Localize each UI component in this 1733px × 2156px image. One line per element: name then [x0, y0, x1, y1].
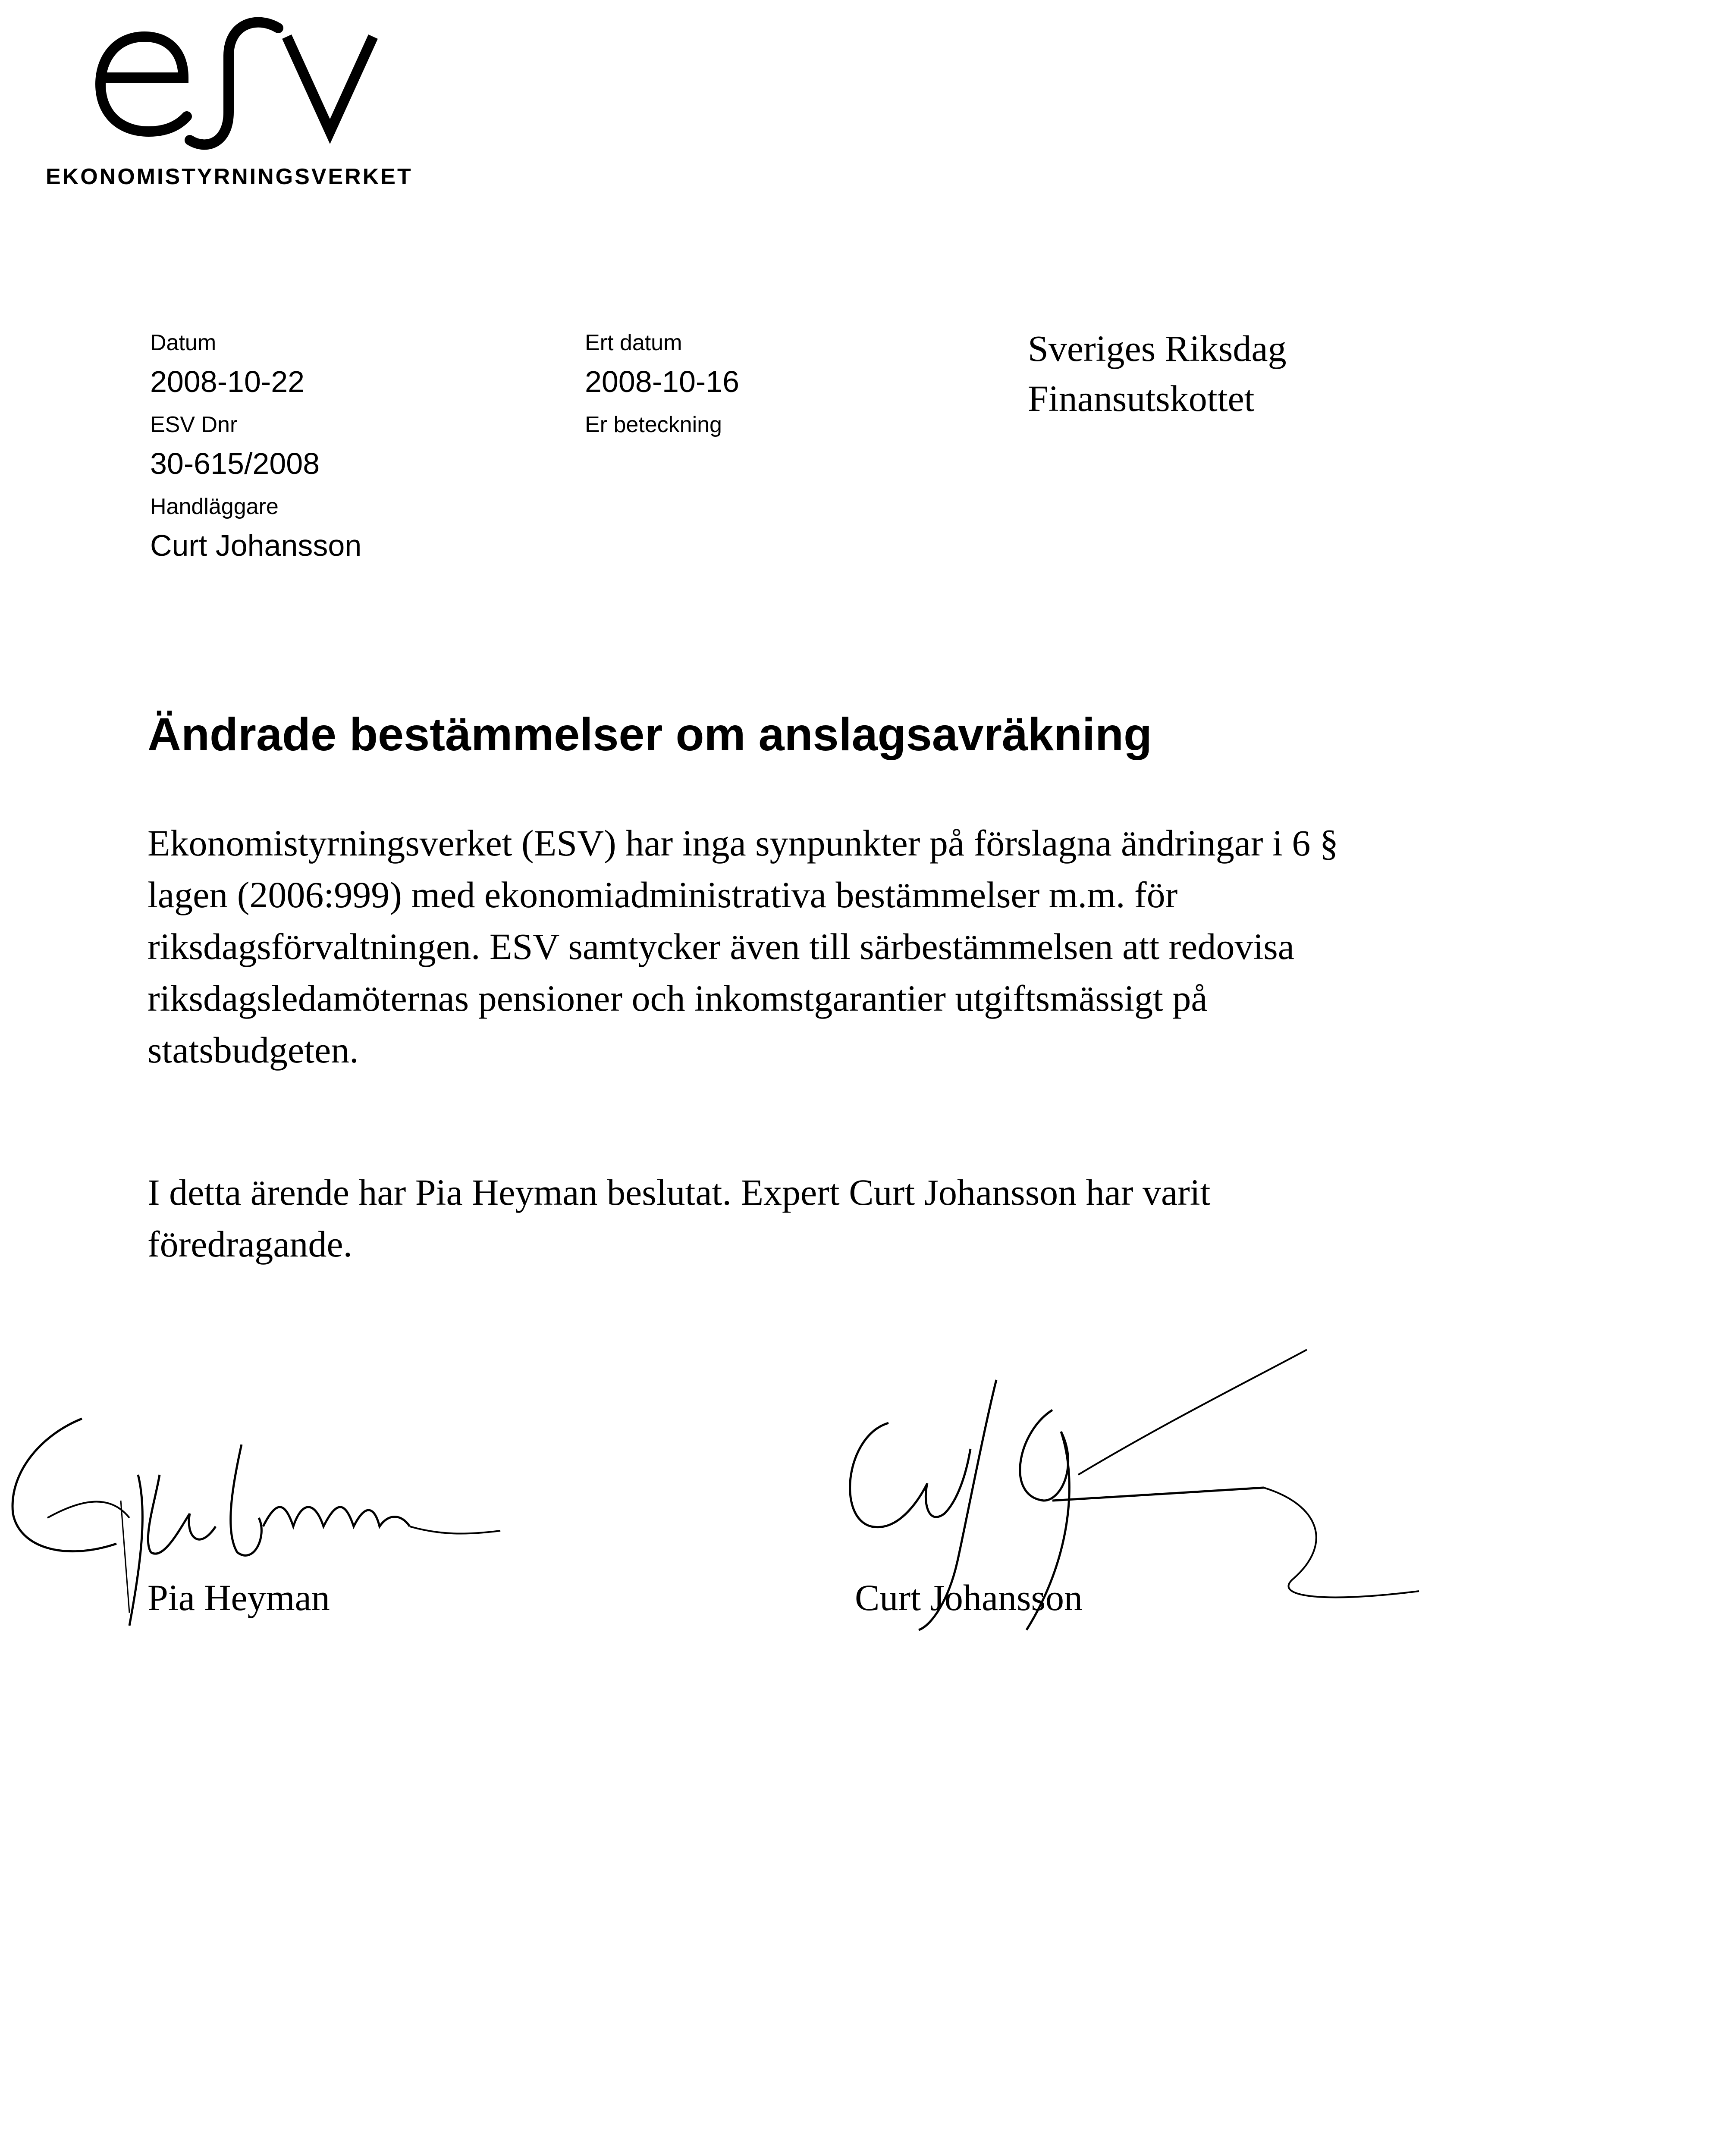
recipient-address — [1028, 323, 1287, 423]
recipient-line: Sveriges Riksdag — [1028, 328, 1287, 369]
text-line: föredragande. — [148, 1223, 353, 1265]
org-name: EKONOMISTYRNINGSVERKET — [46, 164, 413, 189]
signatory-name-right: Curt Johansson — [855, 1577, 1083, 1618]
letter-title: Ändrade bestämmelser om anslagsavräkning — [148, 708, 1152, 760]
handlaggare-label: Handläggare — [150, 494, 279, 519]
datum-value: 2008-10-22 — [150, 365, 305, 398]
signature-curt-johansson — [819, 1319, 1445, 1673]
recipient-line: Finansutskottet — [1028, 378, 1255, 419]
esv-logo — [84, 13, 382, 151]
ert-datum-value: 2008-10-16 — [585, 365, 740, 398]
text-line: Ekonomistyrningsverket (ESV) har inga synpunkter på förslagna ändringar i 6 § — [148, 822, 1338, 864]
signature-pia-heyman — [0, 1371, 518, 1682]
er-beteckning-label: Er beteckning — [585, 412, 722, 437]
text-line: riksdagsförvaltningen. ESV samtycker även till särbestämmelsen att redovisa — [148, 926, 1294, 967]
ert-datum-label: Ert datum — [585, 330, 682, 355]
body-paragraph-1 — [148, 817, 1463, 1076]
text-line: I detta ärende har Pia Heyman beslutat. Expert Curt Johansson har varit — [148, 1172, 1211, 1213]
text-line: statsbudgeten. — [148, 1029, 359, 1071]
dnr-value: 30-615/2008 — [150, 447, 320, 480]
dnr-label: ESV Dnr — [150, 412, 238, 437]
body-paragraph-2 — [148, 1166, 1463, 1270]
text-line: riksdagsledamöternas pensioner och inkomstgarantier utgiftsmässigt på — [148, 978, 1208, 1019]
handlaggare-value: Curt Johansson — [150, 529, 362, 562]
datum-label: Datum — [150, 330, 217, 355]
text-line: lagen (2006:999) med ekonomiadministrativa bestämmelser m.m. för — [148, 874, 1178, 915]
signatory-name-left: Pia Heyman — [148, 1577, 330, 1618]
